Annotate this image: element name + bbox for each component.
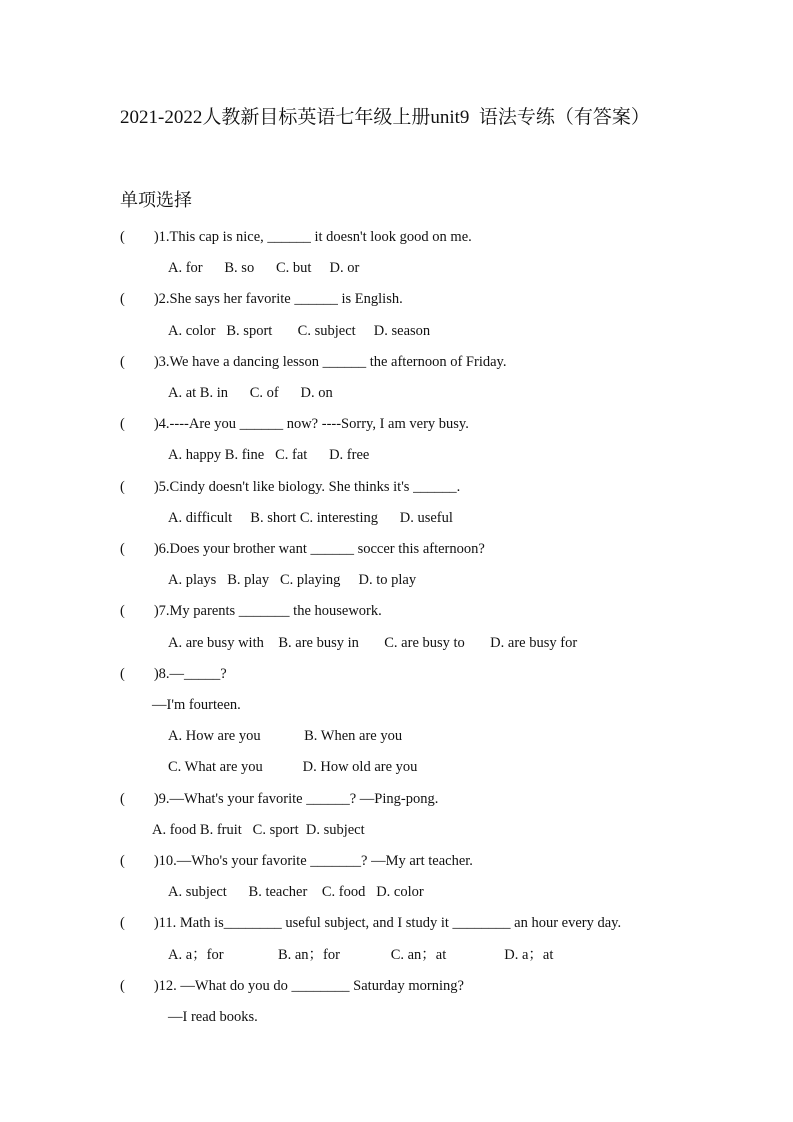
- question-9-options: A. food B. fruit C. sport D. subject: [152, 822, 365, 838]
- question-7: ( )7.My parents _______ the housework.: [120, 603, 382, 619]
- question-11-options: A. a；for B. an；for C. an；at D. a；at: [168, 947, 554, 963]
- question-5-options: A. difficult B. short C. interesting D. useful: [168, 510, 453, 526]
- question-10: ( )10.—Who's your favorite _______? —My art teacher.: [120, 853, 473, 869]
- document-title: 2021-2022人教新目标英语七年级上册unit9 语法专练（有答案）: [120, 107, 650, 128]
- section-heading: 单项选择: [120, 190, 192, 210]
- question-2: ( )2.She says her favorite ______ is English.: [120, 291, 403, 307]
- question-2-options: A. color B. sport C. subject D. season: [168, 323, 431, 339]
- question-9: ( )9.—What's your favorite ______? —Ping-pong.: [120, 791, 439, 807]
- question-6: ( )6.Does your brother want ______ soccer this afternoon?: [120, 541, 485, 557]
- question-12: ( )12. —What do you do ________ Saturday morning?: [120, 978, 464, 994]
- question-10-options: A. subject B. teacher C. food D. color: [168, 884, 424, 900]
- question-7-options: A. are busy with B. are busy in C. are busy to D. are busy for: [168, 635, 578, 651]
- question-4-options: A. happy B. fine C. fat D. free: [168, 447, 370, 463]
- question-11: ( )11. Math is________ useful subject, and I study it ________ an hour every day.: [120, 915, 622, 931]
- question-1: ( )1.This cap is nice, ______ it doesn't look good on me.: [120, 229, 472, 245]
- question-8-answer: —I'm fourteen.: [152, 697, 241, 713]
- question-3: ( )3.We have a dancing lesson ______ the afternoon of Friday.: [120, 354, 507, 370]
- question-8-options-ab: A. How are you B. When are you: [168, 728, 403, 744]
- question-3-options: A. at B. in C. of D. on: [168, 385, 333, 401]
- question-12-answer: —I read books.: [168, 1009, 258, 1025]
- question-6-options: A. plays B. play C. playing D. to play: [168, 572, 417, 588]
- question-8: ( )8.—_____?: [120, 666, 227, 682]
- question-1-options: A. for B. so C. but D. or: [168, 260, 360, 276]
- question-5: ( )5.Cindy doesn't like biology. She thinks it's ______.: [120, 479, 461, 495]
- question-8-options-cd: C. What are you D. How old are you: [168, 759, 418, 775]
- question-4: ( )4.----Are you ______ now? ----Sorry, I am very busy.: [120, 416, 469, 432]
